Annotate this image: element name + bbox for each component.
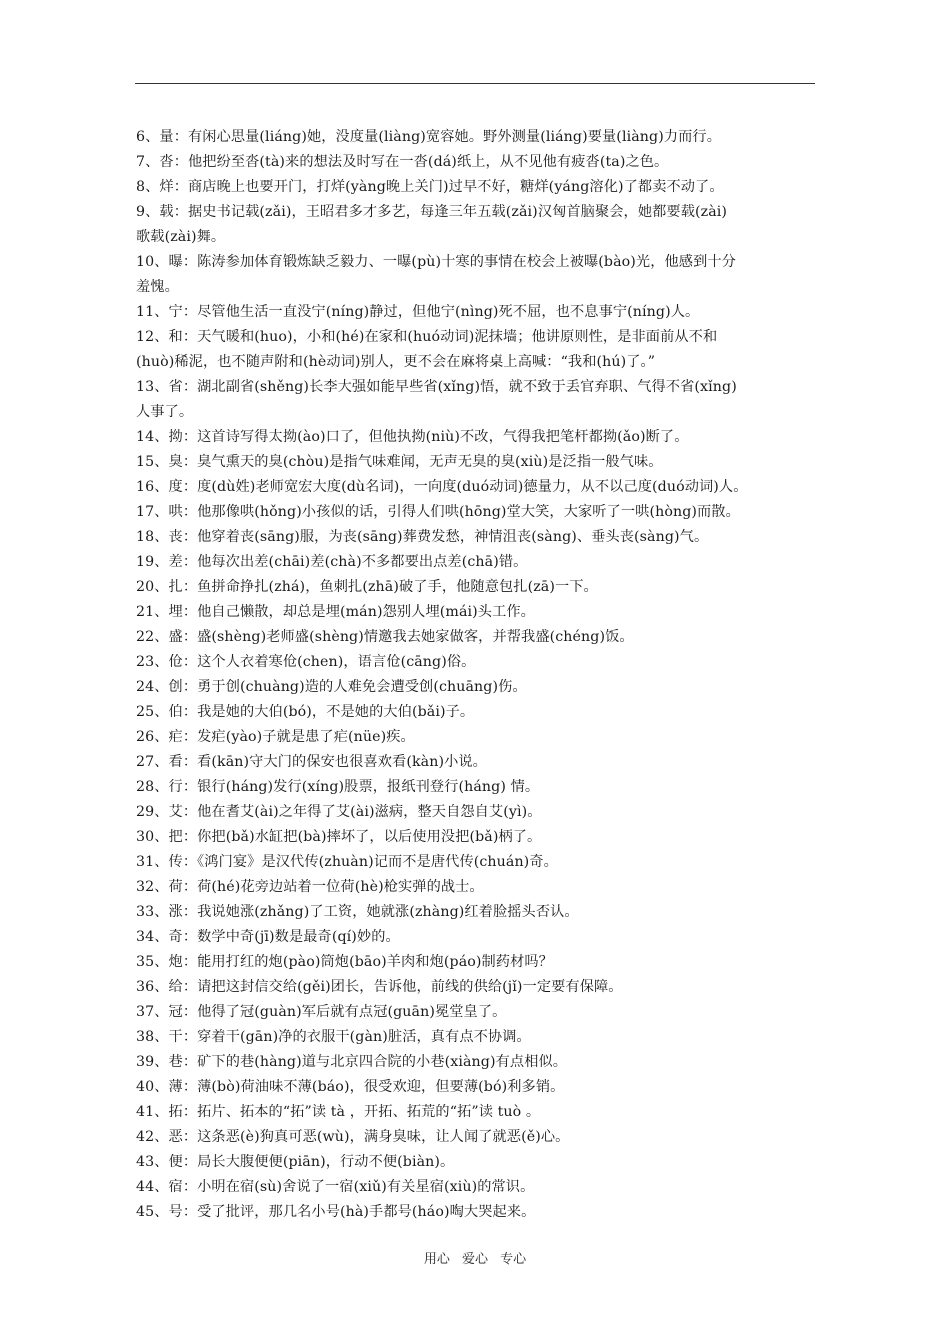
document-line: 8、烊：商店晚上也要开门，打烊(yàng晚上关门)过早不好，糖烊(yáng溶化)了都卖不动了。 (136, 179, 724, 195)
document-line: 39、巷：矿下的巷(hàng)道与北京四合院的小巷(xiàng)有点相似。 (136, 1054, 568, 1070)
document-line: 31、传：《鸿门宴》是汉代传(zhuàn)记而不是唐代传(chuán)奇。 (136, 854, 558, 870)
document-line: 44、宿：小明在宿(sù)舍说了一宿(xiǔ)有关星宿(xiù)的常识。 (136, 1179, 535, 1195)
document-line: 20、扎：鱼拼命挣扎(zhá)，鱼刺扎(zhā)破了手，他随意包扎(zā)一下。 (136, 579, 598, 595)
document-line: 40、薄：薄(bò)荷油味不薄(báo)，很受欢迎，但要薄(bó)利多销。 (136, 1079, 565, 1095)
document-line: 15、臭：臭气熏天的臭(chòu)是指气味难闻，无声无臭的臭(xiù)是泛指一般气味。 (136, 454, 663, 470)
document-line: 22、盛：盛(shèng)老师盛(shèng)情邀我去她家做客，并帮我盛(chéng)饭。 (136, 629, 634, 645)
document-line: 26、疟：发疟(yào)子就是患了疟(nüe)疾。 (136, 729, 415, 745)
document-line: 13、省：湖北副省(shěng)长李大强如能早些省(xǐng)悟，就不致于丢官弃职、气得不省(xǐng) (136, 379, 737, 395)
document-line: 11、宁：尽管他生活一直没宁(níng)静过，但他宁(nìng)死不屈，也不息事宁(níng)人。 (136, 304, 700, 320)
document-line: 17、哄：他那像哄(hǒng)小孩似的话，引得人们哄(hōng)堂大笑，大家听了一哄(hòng)而散。 (136, 504, 740, 520)
document-line: 7、沓：他把纷至沓(tà)来的想法及时写在一沓(dá)纸上，从不见他有疲沓(ta)之色。 (136, 154, 669, 170)
document-line: 9、载：据史书记载(zǎi)，王昭君多才多艺，每逢三年五载(zǎi)汉匈首脑聚会，她都要载(zài) (136, 204, 728, 220)
document-line: 25、伯：我是她的大伯(bó)，不是她的大伯(bǎi)子。 (136, 704, 475, 720)
document-line: 30、把：你把(bǎ)水缸把(bà)摔坏了，以后使用没把(bǎ)柄了。 (136, 829, 542, 845)
document-line: 45、号：受了批评，那几名小号(hà)手都号(háo)啕大哭起来。 (136, 1204, 536, 1220)
document-line: 10、曝：陈涛参加体育锻炼缺乏毅力、一曝(pù)十寒的事情在校会上被曝(bào)光，他感到十分 (136, 254, 736, 270)
document-line: 36、给：请把这封信交给(gěi)团长，告诉他，前线的供给(jǐ)一定要有保障。 (136, 979, 623, 995)
document-line: 24、创：勇于创(chuàng)造的人难免会遭受创(chuāng)伤。 (136, 679, 527, 695)
document-line: 33、涨：我说她涨(zhǎng)了工资，她就涨(zhàng)红着脸摇头否认。 (136, 904, 579, 920)
document-line: 27、看：看(kān)守大门的保安也很喜欢看(kàn)小说。 (136, 754, 487, 770)
document-line: 35、炮：能用打红的炮(pào)筒炮(bāo)羊肉和炮(páo)制药材吗？ (136, 954, 553, 970)
document-line: 34、奇：数学中奇(jī)数是最奇(qí)妙的。 (136, 929, 400, 945)
document-line: 羞愧。 (136, 279, 179, 295)
document-line: 41、拓：拓片、拓本的“拓”读 tà ，开拓、拓荒的“拓”读 tuò 。 (136, 1104, 541, 1120)
document-line: 6、量：有闲心思量(liáng)她，没度量(liàng)宽容她。野外测量(liáng)要量(liàng)力而行。 (136, 129, 721, 145)
page-footer: 用心 爱心 专心 (423, 1252, 527, 1267)
document-line: 38、干：穿着干(gān)净的衣服干(gàn)脏活，真有点不协调。 (136, 1029, 531, 1045)
document-line: 29、艾：他在耆艾(ài)之年得了艾(ài)滋病，整天自怨自艾(yì)。 (136, 804, 542, 820)
header-rule (135, 83, 815, 84)
document-line: 43、便：局长大腹便便(piān)，行动不便(biàn)。 (136, 1154, 455, 1170)
document-line: 16、度：度(dù姓)老师宽宏大度(dù名词)，一向度(duó动词)德量力，从不以己度(duó动词)人。 (136, 479, 748, 495)
document-line: 14、拗：这首诗写得太拗(ào)口了，但他执拗(niù)不改，气得我把笔杆都拗(ǎo)断了。 (136, 429, 689, 445)
document-line: 32、荷：荷(hé)花旁边站着一位荷(hè)枪实弹的战士。 (136, 879, 484, 895)
document-line: 28、行：银行(háng)发行(xíng)股票，报纸刊登行(háng) 情。 (136, 779, 540, 795)
document-body (136, 125, 826, 1225)
document-line: 21、埋：他自己懒散，却总是埋(mán)怨别人埋(mái)头工作。 (136, 604, 535, 620)
document-line: 42、恶：这条恶(è)狗真可恶(wù)，满身臭味，让人闻了就恶(ě)心。 (136, 1129, 570, 1145)
document-line: 歌载(zài)舞。 (136, 229, 226, 245)
document-line: 18、丧：他穿着丧(sāng)服，为丧(sāng)葬费发愁，神情沮丧(sàng)、垂头丧(sàng)气。 (136, 529, 709, 545)
document-line: 37、冠：他得了冠(guàn)军后就有点冠(guān)冕堂皇了。 (136, 1004, 507, 1020)
document-line: (huò)稀泥，也不随声附和(hè动词)别人，更不会在麻将桌上高喊：“我和(hú)了。” (136, 354, 656, 370)
document-line: 12、和：天气暖和(huo)，小和(hé)在家和(huó动词)泥抹墙；他讲原则性，是非面前从不和 (136, 329, 718, 345)
document-line: 23、伧：这个人衣着寒伧(chen)，语言伧(cāng)俗。 (136, 654, 476, 670)
document-line: 人事了。 (136, 404, 194, 420)
document-line: 19、差：他每次出差(chāi)差(chà)不多都要出点差(chā)错。 (136, 554, 528, 570)
